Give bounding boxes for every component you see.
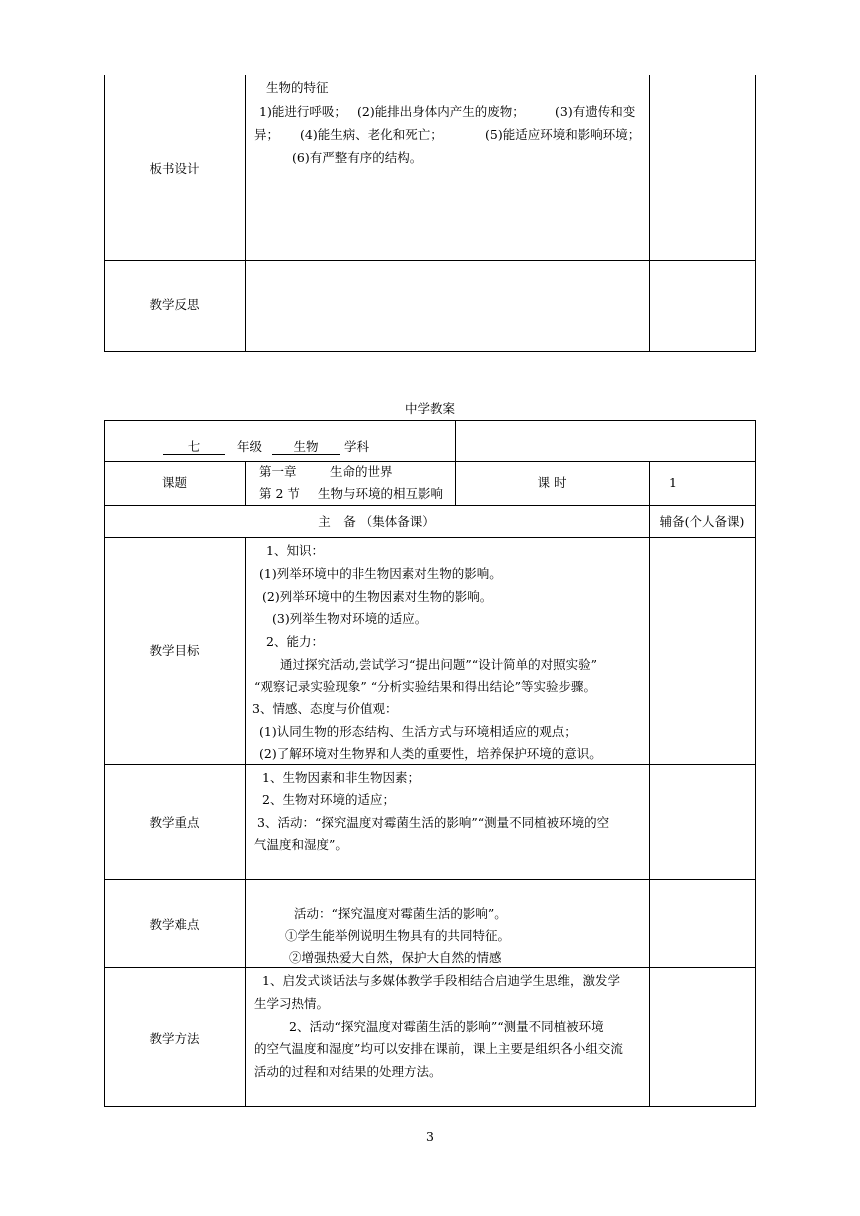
- topic-label: 课题: [161, 475, 187, 490]
- objective-line: “观察记录实验现象” “分析实验结果和得出结论”等实验步骤。: [254, 679, 597, 694]
- table-border: [104, 260, 756, 261]
- page-title: 中学教案: [404, 401, 455, 416]
- table-border: [104, 505, 756, 506]
- table-border: [245, 75, 246, 351]
- board-line: 异；: [254, 127, 280, 142]
- table-border: [104, 351, 756, 352]
- section-title: 生物与环境的相互影响: [318, 486, 444, 501]
- chapter: 第一章: [259, 464, 297, 479]
- board-line: (5)能适应环境和影响环境；: [485, 127, 641, 142]
- table-border: [104, 1106, 756, 1107]
- objective-line: 3、情感、态度与价值观：: [252, 701, 398, 716]
- methods-label: 教学方法: [149, 1031, 200, 1046]
- grade-subject-line: [163, 439, 369, 455]
- board-title: 生物的特征: [266, 80, 329, 95]
- board-line: (4)能生病、老化和死亡；: [300, 127, 443, 142]
- method-line: 生学习热情。: [254, 996, 330, 1011]
- key-point-line: 1、生物因素和非生物因素；: [262, 770, 420, 785]
- table-border: [755, 420, 756, 1106]
- objective-line: 通过探究活动,尝试学习“提出问题”“设计简单的对照实验”: [280, 657, 598, 672]
- page-number: 3: [426, 1129, 434, 1144]
- row-label-board-design: 板书设计: [149, 161, 200, 176]
- difficulty-line: 活动：“探究温度对霉菌生活的影响”。: [294, 906, 507, 921]
- key-point-line: 3、活动：“探究温度对霉菌生活的影响”“测量不同植被环境的空: [257, 815, 610, 830]
- grade-value: 七: [163, 440, 225, 455]
- board-line: 1)能进行呼吸；: [259, 104, 347, 119]
- table-border: [649, 537, 650, 1106]
- subject-value: 生物: [272, 440, 340, 455]
- section: 第 2 节: [259, 486, 300, 501]
- key-point-line: 2、生物对环境的适应；: [262, 792, 395, 807]
- difficulty-line: ②增强热爱大自然，保护大自然的情感: [289, 950, 502, 965]
- table-border: [104, 420, 756, 421]
- table-border: [245, 461, 246, 505]
- table-border: [104, 764, 756, 765]
- table-border: [104, 461, 756, 462]
- table-border: [104, 537, 756, 538]
- table-border: [104, 879, 756, 880]
- row-label-reflection: 教学反思: [149, 297, 200, 312]
- key-point-line: 气温度和湿度”。: [254, 837, 348, 852]
- objective-line: (2)了解环境对生物界和人类的重要性，培养保护环境的意识。: [259, 746, 602, 761]
- hours-label: 课 时: [537, 475, 567, 490]
- subject-label: 学科: [343, 439, 369, 454]
- board-line: (3)有遗传和变: [555, 104, 636, 119]
- table-border: [649, 461, 650, 505]
- table-border: [755, 75, 756, 351]
- method-line: 1、启发式谈话法与多媒体教学手段相结合启迪学生思维，激发学: [262, 973, 620, 988]
- objective-line: (1)认同生物的形态结构、生活方式与环境相适应的观点；: [259, 724, 577, 739]
- table-border: [245, 537, 246, 1106]
- grade-label: 年级: [236, 439, 262, 454]
- key-points-label: 教学重点: [149, 815, 200, 830]
- table-border: [104, 967, 756, 968]
- chapter-title: 生命的世界: [330, 464, 393, 479]
- method-line: 的空气温度和湿度”均可以安排在课前，课上主要是组织各小组交流: [254, 1041, 623, 1056]
- objective-line: (2)列举环境中的生物因素对生物的影响。: [262, 589, 493, 604]
- table-border: [455, 420, 456, 505]
- hours-value: 1: [669, 475, 677, 490]
- objective-line: (1)列举环境中的非生物因素对生物的影响。: [259, 566, 502, 581]
- objective-line: (3)列举生物对环境的适应。: [272, 611, 428, 626]
- difficulties-label: 教学难点: [149, 917, 200, 932]
- difficulty-line: ①学生能举例说明生物具有的共同特征。: [285, 928, 511, 943]
- board-line: (6)有严整有序的结构。: [292, 150, 423, 165]
- main-prep-label: 主 备 （集体备课）: [318, 514, 435, 529]
- method-line: 2、活动“探究温度对霉菌生活的影响”“测量不同植被环境: [289, 1019, 604, 1034]
- table-border: [649, 75, 650, 351]
- objective-line: 2、能力：: [266, 634, 324, 649]
- aux-prep-label: 辅备(个人备课): [659, 514, 745, 529]
- board-line: (2)能排出身体内产生的废物；: [357, 104, 525, 119]
- objective-line: 1、知识：: [266, 543, 324, 558]
- method-line: 活动的过程和对结果的处理方法。: [254, 1064, 442, 1079]
- objectives-label: 教学目标: [149, 643, 200, 658]
